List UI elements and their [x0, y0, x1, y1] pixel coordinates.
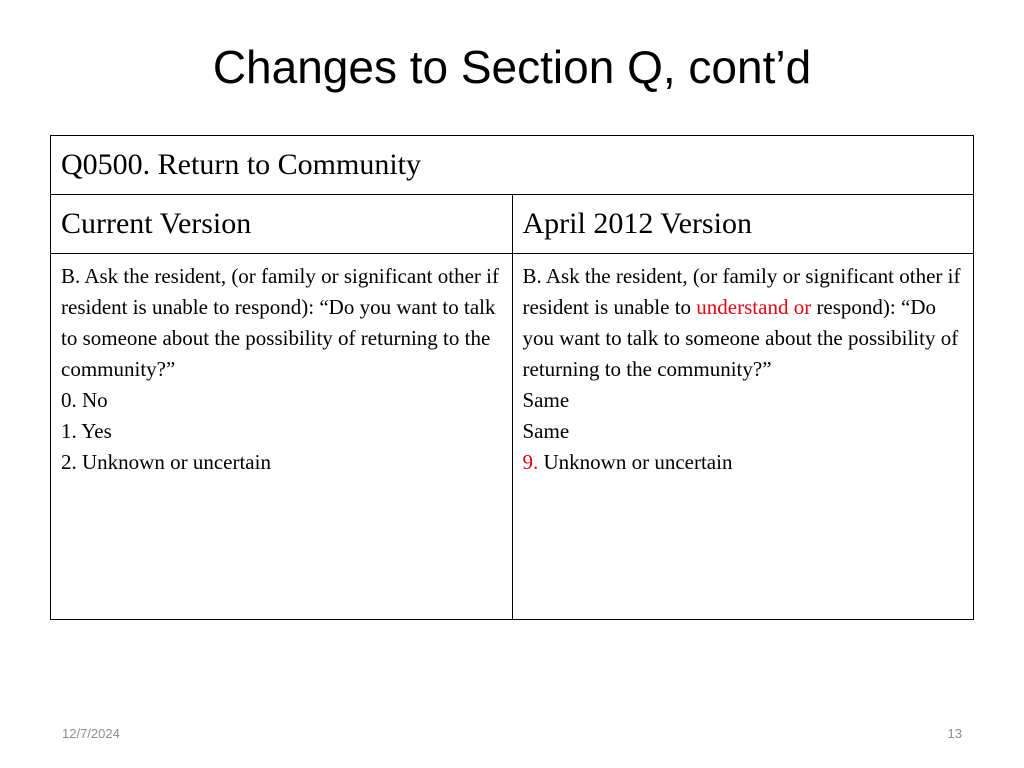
current-option-0: 0. No: [61, 388, 108, 412]
april-option-3-number: 9.: [522, 450, 539, 474]
slide-title: Changes to Section Q, cont’d: [212, 41, 812, 93]
current-option-1: 1. Yes: [61, 419, 112, 443]
april-option-3-text: Unknown or uncertain: [538, 450, 733, 474]
column-header-current: Current Version: [51, 195, 513, 254]
april-option-1: Same: [522, 388, 570, 412]
footer-date: 12/7/2024: [62, 726, 120, 741]
april-version-cell: [512, 254, 974, 620]
april-question-highlight: understand or: [696, 295, 812, 319]
table-header: Q0500. Return to Community: [51, 136, 974, 195]
footer-page-number: 13: [947, 726, 962, 741]
april-option-3: [523, 447, 964, 478]
current-question: B. Ask the resident, (or family or significant other if resident is unable to respond): “Do you want to talk to someone about the possibility of returning to the community?”: [61, 264, 499, 381]
april-option-2: Same: [522, 419, 570, 443]
column-header-april-2012: April 2012 Version: [512, 195, 974, 254]
comparison-table: [50, 135, 974, 620]
current-option-2: 2. Unknown or uncertain: [61, 450, 271, 474]
april-question-part1: B. Ask the resident, (or family or significant other if resident is unable to: [522, 264, 961, 319]
april-question: [523, 261, 964, 385]
current-version-cell: [51, 254, 513, 620]
april-question-part2: respond): “Do you want to talk to someone about the possibility of returning to the community?”: [522, 295, 959, 381]
